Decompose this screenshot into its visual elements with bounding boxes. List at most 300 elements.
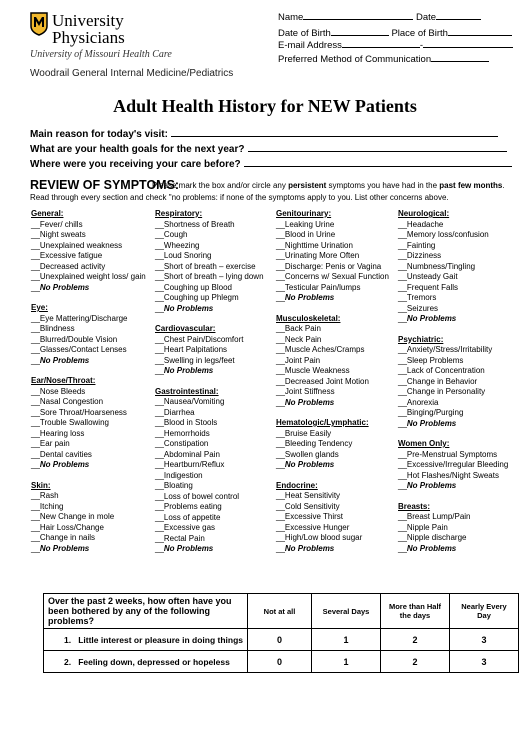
check-blank: __ [398, 230, 407, 239]
symptom-checkbox-item[interactable] [398, 283, 523, 294]
symptom-checkbox-item[interactable] [155, 450, 280, 461]
symptom-checkbox-item[interactable] [31, 512, 156, 523]
check-blank: __ [276, 397, 285, 407]
ros-instr-b: persistent [288, 181, 327, 190]
symptom-checkbox-item[interactable] [155, 397, 280, 408]
no-problems-checkbox[interactable] [398, 544, 523, 555]
ros-column-3 [276, 209, 401, 564]
symptom-checkbox-item[interactable] [31, 439, 156, 450]
check-blank: __ [398, 470, 407, 480]
symptom-label: Excessive fatigue [39, 251, 103, 260]
no-problems-checkbox[interactable] [31, 544, 156, 555]
symptom-label: Muscle Weakness [284, 366, 350, 375]
check-blank: __ [155, 460, 164, 469]
check-blank: __ [276, 355, 285, 365]
check-blank: __ [31, 230, 40, 239]
symptom-checkbox-item[interactable] [31, 230, 156, 241]
symptom-section [31, 376, 156, 471]
ros-heading: REVIEW OF SYMPTOMS: [30, 178, 180, 192]
no-problems-label: No Problems [39, 460, 90, 469]
no-problems-checkbox[interactable] [31, 460, 156, 471]
symptom-checkbox-item[interactable] [398, 262, 523, 273]
symptom-label: Bleeding Tendency [284, 439, 353, 448]
symptom-label: Blindness [39, 324, 75, 333]
symptom-checkbox-item[interactable] [398, 241, 523, 252]
communication-field[interactable] [278, 52, 489, 66]
check-blank: __ [276, 501, 285, 511]
symptom-checkbox-item[interactable] [155, 492, 280, 503]
section-title: Gastrointestinal: [155, 386, 219, 396]
brand-subtitle: University of Missouri Health Care [30, 49, 172, 60]
symptom-checkbox-item[interactable] [276, 502, 401, 513]
symptom-label: Glasses/Contact Lenses [39, 345, 127, 354]
symptom-checkbox-item[interactable] [276, 324, 401, 335]
symptom-checkbox-item[interactable] [155, 534, 280, 545]
no-problems-label: No Problems [406, 481, 457, 490]
check-blank: __ [31, 439, 40, 448]
check-blank: __ [276, 428, 285, 438]
symptom-section [398, 502, 523, 555]
symptom-checkbox-item[interactable] [276, 283, 401, 294]
score-option[interactable]: 1 [312, 651, 381, 673]
check-blank: __ [31, 219, 40, 229]
symptom-checkbox-item[interactable] [398, 398, 523, 409]
check-blank: __ [155, 282, 164, 292]
symptom-label: Cold Sensitivity [284, 501, 340, 511]
symptom-label: Dizziness [406, 251, 442, 260]
check-blank: __ [155, 251, 164, 260]
symptom-checkbox-item[interactable] [155, 460, 280, 471]
department-name: Woodrail General Internal Medicine/Pediatrics [30, 68, 234, 79]
symptom-checkbox-item[interactable] [398, 366, 523, 377]
symptom-label: Sore Throat/Hoarseness [39, 407, 127, 417]
symptom-label: Heat Sensitivity [284, 491, 341, 500]
check-blank: __ [398, 543, 407, 553]
check-blank: __ [155, 523, 164, 532]
symptom-label: Night sweats [39, 230, 86, 239]
symptom-checkbox-item[interactable] [276, 429, 401, 440]
no-problems-checkbox[interactable] [276, 398, 401, 409]
check-blank: __ [155, 303, 164, 313]
question-previous-care[interactable] [30, 156, 512, 170]
check-blank: __ [31, 522, 40, 532]
check-blank: __ [398, 251, 407, 260]
check-blank: __ [31, 533, 40, 542]
symptom-checkbox-item[interactable] [31, 502, 156, 513]
symptom-checkbox-item[interactable] [31, 429, 156, 440]
symptom-checkbox-item[interactable] [31, 387, 156, 398]
check-blank: __ [155, 272, 164, 281]
check-blank: __ [398, 240, 407, 250]
symptom-checkbox-item[interactable] [276, 366, 401, 377]
check-blank: __ [276, 219, 285, 229]
symptom-section [398, 439, 523, 492]
symptom-checkbox-item[interactable] [276, 439, 401, 450]
symptom-section [31, 303, 156, 366]
check-blank: __ [31, 543, 40, 553]
symptom-label: Binging/Purging [406, 408, 464, 417]
screening-question: Over the past 2 weeks, how often have you been bothered by any of the following problems? [44, 594, 248, 629]
check-blank: __ [276, 522, 285, 532]
symptom-checkbox-item[interactable] [398, 450, 523, 461]
check-blank: __ [276, 261, 285, 271]
brand-name-line1: University [52, 11, 124, 30]
symptom-section [155, 209, 280, 314]
symptom-label: Excessive Hunger [284, 522, 350, 532]
no-problems-label: No Problems [284, 543, 335, 553]
check-blank: __ [398, 449, 407, 459]
symptom-label: Unsteady Gait [406, 272, 458, 281]
row-label: Little interest or pleasure in doing things [78, 634, 244, 645]
check-blank: __ [31, 324, 40, 333]
symptom-checkbox-item[interactable] [155, 471, 280, 482]
symptom-checkbox-item[interactable] [155, 335, 280, 346]
score-option[interactable]: 3 [450, 629, 519, 651]
symptom-checkbox-item[interactable] [398, 377, 523, 388]
check-blank: __ [276, 449, 285, 459]
symptom-checkbox-item[interactable] [276, 251, 401, 262]
symptom-checkbox-item[interactable] [398, 293, 523, 304]
symptom-label: Nasal Congestion [39, 397, 104, 406]
check-blank: __ [398, 376, 407, 386]
symptom-label: Urinating More Often [284, 251, 360, 260]
symptom-checkbox-item[interactable] [276, 241, 401, 252]
symptom-section [276, 209, 401, 304]
row-question [44, 629, 248, 651]
symptom-checkbox-item[interactable] [398, 471, 523, 482]
check-blank: __ [31, 491, 40, 500]
email-label: E-mail Address [278, 40, 342, 51]
no-problems-label: No Problems [406, 543, 457, 553]
check-blank: __ [31, 355, 40, 365]
symptom-label: Shortness of Breath [163, 219, 235, 229]
symptom-checkbox-item[interactable] [31, 491, 156, 502]
symptom-label: Unexplained weight loss/ gain [39, 272, 146, 281]
section-title: General: [31, 209, 64, 218]
no-problems-label: No Problems [284, 460, 335, 469]
symptom-checkbox-item[interactable] [155, 429, 280, 440]
symptom-checkbox-item[interactable] [155, 418, 280, 429]
check-blank: __ [276, 282, 285, 292]
symptom-label: Hot Flashes/Night Sweats [406, 470, 499, 480]
no-problems-label: No Problems [163, 544, 214, 553]
symptom-checkbox-item[interactable] [155, 345, 280, 356]
symptom-label: Nipple Pain [406, 522, 448, 532]
symptom-label: Chest Pain/Discomfort [163, 334, 244, 344]
symptom-label: Decreased Joint Motion [284, 376, 369, 386]
check-blank: __ [155, 355, 164, 365]
no-problems-label: No Problems [284, 293, 335, 302]
row-label: Feeling down, depressed or hopeless [78, 656, 230, 667]
header-several-days: Several Days [312, 594, 381, 629]
no-problems-label: No Problems [163, 303, 214, 313]
check-blank: __ [276, 251, 285, 260]
symptom-checkbox-item[interactable] [398, 533, 523, 544]
symptom-label: Nose Bleeds [39, 386, 86, 396]
symptom-label: Change in nails [39, 533, 96, 542]
question-goals[interactable] [30, 141, 507, 155]
symptom-checkbox-item[interactable] [31, 345, 156, 356]
symptom-checkbox-item[interactable] [398, 512, 523, 523]
check-blank: __ [276, 324, 285, 333]
symptom-label: Bloating [163, 481, 193, 490]
symptom-label: Frequent Falls [406, 282, 459, 292]
ros-column-2 [155, 209, 280, 565]
check-blank: __ [155, 261, 164, 271]
check-blank: __ [31, 449, 40, 459]
score-option[interactable]: 0 [248, 651, 312, 673]
check-blank: __ [276, 334, 285, 344]
symptom-label: Bruise Easily [284, 428, 332, 438]
symptom-label: Ear pain [39, 439, 70, 448]
check-blank: __ [31, 240, 40, 250]
question-reason[interactable] [30, 126, 498, 140]
symptom-checkbox-item[interactable] [31, 397, 156, 408]
symptom-label: Pre-Menstrual Symptoms [406, 449, 498, 459]
symptom-checkbox-item[interactable] [155, 262, 280, 273]
symptom-checkbox-item[interactable] [155, 220, 280, 231]
email-separator: - [419, 40, 424, 51]
symptom-label: Fever/ chills [39, 219, 83, 229]
symptom-label: Nipple discharge [406, 533, 467, 542]
symptom-label: Heartburn/Reflux [163, 460, 225, 469]
symptom-checkbox-item[interactable] [398, 220, 523, 231]
symptom-section [276, 418, 401, 471]
symptom-label: Leaking Urine [284, 219, 335, 229]
score-option[interactable]: 2 [381, 651, 450, 673]
ros-instr-c: symptoms you have had in the [326, 181, 440, 190]
symptom-checkbox-item[interactable] [155, 230, 280, 241]
symptom-label: Nausea/Vomiting [163, 397, 225, 406]
symptom-checkbox-item[interactable] [31, 241, 156, 252]
symptom-label: Trouble Swallowing [39, 418, 109, 427]
check-blank: __ [31, 512, 40, 521]
symptom-label: Swollen glands [284, 449, 339, 459]
symptom-checkbox-item[interactable] [31, 523, 156, 534]
check-blank: __ [276, 293, 285, 302]
check-blank: __ [398, 303, 407, 313]
symptom-checkbox-item[interactable] [155, 293, 280, 304]
check-blank: __ [276, 366, 285, 375]
check-blank: __ [276, 533, 285, 542]
symptom-checkbox-item[interactable] [31, 450, 156, 461]
symptom-checkbox-item[interactable] [31, 272, 156, 283]
symptom-checkbox-item[interactable] [276, 345, 401, 356]
symptom-label: Blood in Urine [284, 230, 336, 239]
symptom-checkbox-item[interactable] [31, 324, 156, 335]
check-blank: __ [398, 522, 407, 532]
symptom-checkbox-item[interactable] [155, 356, 280, 367]
symptom-checkbox-item[interactable] [276, 523, 401, 534]
symptom-label: Hearing loss [39, 428, 85, 438]
no-problems-checkbox[interactable] [155, 304, 280, 315]
symptom-label: Swelling in legs/feet [163, 355, 235, 365]
symptom-checkbox-item[interactable] [398, 230, 523, 241]
symptom-checkbox-item[interactable] [276, 356, 401, 367]
symptom-label: Coughing up Phlegm [163, 293, 239, 302]
symptom-label: Blood in Stools [163, 418, 218, 427]
symptom-label: Problems eating [163, 502, 222, 511]
score-option[interactable]: 2 [381, 629, 450, 651]
score-option[interactable]: 0 [248, 629, 312, 651]
symptom-section [398, 209, 523, 325]
symptom-checkbox-item[interactable] [155, 272, 280, 283]
symptom-label: Rash [39, 491, 59, 500]
check-blank: __ [398, 460, 407, 469]
symptom-checkbox-item[interactable] [398, 523, 523, 534]
check-blank: __ [31, 418, 40, 427]
no-problems-checkbox[interactable] [276, 544, 401, 555]
row-number: 1. [64, 634, 72, 645]
symptom-checkbox-item[interactable] [31, 314, 156, 325]
symptom-checkbox-item[interactable] [276, 230, 401, 241]
check-blank: __ [398, 293, 407, 302]
no-problems-checkbox[interactable] [398, 419, 523, 430]
check-blank: __ [398, 366, 407, 375]
dob-label: Date of Birth [278, 28, 331, 39]
check-blank: __ [155, 240, 164, 250]
symptom-label: Decreased activity [39, 261, 106, 271]
communication-label: Preferred Method of Communication [278, 54, 432, 65]
symptom-label: Short of breath – lying down [163, 272, 264, 281]
symptom-checkbox-item[interactable] [31, 418, 156, 429]
no-problems-label: No Problems [406, 418, 457, 428]
symptom-label: Indigestion [163, 470, 203, 480]
section-title: Psychiatric: [398, 334, 444, 344]
symptom-checkbox-item[interactable] [276, 262, 401, 273]
symptom-label: Dental cavities [39, 449, 92, 459]
email-field[interactable] [278, 38, 513, 52]
symptom-checkbox-item[interactable] [155, 513, 280, 524]
symptom-checkbox-item[interactable] [31, 251, 156, 262]
symptom-label: Unexplained weakness [39, 240, 123, 250]
check-blank: __ [155, 334, 164, 344]
symptom-checkbox-item[interactable] [398, 356, 523, 367]
symptom-checkbox-item[interactable] [31, 335, 156, 346]
symptom-checkbox-item[interactable] [155, 408, 280, 419]
no-problems-label: No Problems [39, 543, 90, 553]
symptom-checkbox-item[interactable] [31, 408, 156, 419]
symptom-checkbox-item[interactable] [276, 387, 401, 398]
check-blank: __ [155, 449, 164, 459]
symptom-section [31, 209, 156, 293]
check-blank: __ [276, 345, 285, 354]
depression-screening-table [43, 593, 519, 673]
symptom-checkbox-item[interactable] [276, 450, 401, 461]
check-blank: __ [31, 501, 40, 511]
symptom-checkbox-item[interactable] [398, 387, 523, 398]
no-problems-checkbox[interactable] [276, 293, 401, 304]
symptom-checkbox-item[interactable] [155, 283, 280, 294]
symptom-checkbox-item[interactable] [276, 533, 401, 544]
check-blank: __ [155, 219, 164, 229]
symptom-checkbox-item[interactable] [155, 481, 280, 492]
symptom-label: Itching [39, 501, 64, 511]
no-problems-checkbox[interactable] [276, 460, 401, 471]
name-field[interactable] [278, 10, 481, 24]
check-blank: __ [398, 533, 407, 542]
symptom-label: Anorexia [406, 397, 439, 407]
question-reason-label: Main reason for today's visit: [30, 129, 168, 140]
university-shield-logo-icon [30, 12, 48, 36]
score-option[interactable]: 3 [450, 651, 519, 673]
no-problems-checkbox[interactable] [155, 544, 280, 555]
symptom-label: Abdominal Pain [163, 449, 220, 459]
check-blank: __ [398, 418, 407, 428]
symptom-checkbox-item[interactable] [276, 512, 401, 523]
no-problems-checkbox[interactable] [31, 283, 156, 294]
symptom-checkbox-item[interactable] [31, 220, 156, 231]
section-title: Endocrine: [276, 480, 318, 490]
symptom-label: Memory loss/confusion [406, 230, 489, 239]
symptom-label: Concerns w/ Sexual Function [284, 272, 389, 281]
no-problems-checkbox[interactable] [31, 356, 156, 367]
symptom-checkbox-item[interactable] [276, 272, 401, 283]
symptom-checkbox-item[interactable] [276, 491, 401, 502]
symptom-checkbox-item[interactable] [276, 335, 401, 346]
symptom-section [31, 481, 156, 555]
no-problems-checkbox[interactable] [155, 366, 280, 377]
symptom-checkbox-item[interactable] [31, 533, 156, 544]
symptom-label: Seizures [406, 303, 439, 313]
symptom-checkbox-item[interactable] [155, 523, 280, 534]
symptom-label: New Change in mole [39, 512, 115, 521]
check-blank: __ [276, 512, 285, 521]
ros-instr-e: . [502, 181, 505, 190]
symptom-section [276, 314, 401, 409]
symptom-label: Loud Snoring [163, 251, 212, 260]
symptom-checkbox-item[interactable] [155, 241, 280, 252]
no-problems-checkbox[interactable] [398, 481, 523, 492]
symptom-checkbox-item[interactable] [398, 408, 523, 419]
ros-instr-a: Please mark the box and/or circle any [152, 181, 289, 190]
check-blank: __ [276, 387, 285, 396]
symptom-checkbox-item[interactable] [398, 345, 523, 356]
symptom-label: Back Pain [284, 324, 321, 333]
row-question [44, 651, 248, 673]
symptom-checkbox-item[interactable] [398, 272, 523, 283]
section-title: Women Only: [398, 439, 450, 448]
check-blank: __ [155, 481, 164, 490]
symptom-checkbox-item[interactable] [276, 377, 401, 388]
check-blank: __ [155, 428, 164, 438]
symptom-checkbox-item[interactable] [155, 439, 280, 450]
symptom-checkbox-item[interactable] [276, 220, 401, 231]
section-title: Genitourinary: [276, 209, 332, 218]
symptom-label: Change in Behavior [406, 376, 478, 386]
symptom-checkbox-item[interactable] [398, 460, 523, 471]
symptom-label: Sleep Problems [406, 355, 464, 365]
ros-instruction-line1 [152, 181, 505, 190]
symptom-checkbox-item[interactable] [31, 262, 156, 273]
score-option[interactable]: 1 [312, 629, 381, 651]
no-problems-checkbox[interactable] [398, 314, 523, 325]
symptom-checkbox-item[interactable] [398, 251, 523, 262]
symptom-checkbox-item[interactable] [155, 251, 280, 262]
symptom-checkbox-item[interactable] [398, 304, 523, 315]
symptom-checkbox-item[interactable] [155, 502, 280, 513]
check-blank: __ [31, 397, 40, 406]
section-title: Eye: [31, 303, 48, 312]
symptom-label: Breast Lump/Pain [406, 512, 471, 521]
form-title: Adult Health History for NEW Patients [113, 96, 417, 116]
no-problems-label: No Problems [39, 282, 90, 292]
question-goals-label: What are your health goals for the next year? [30, 144, 245, 155]
symptom-label: Nighttime Urination [284, 240, 353, 250]
symptom-label: Wheezing [163, 240, 200, 250]
symptom-section [155, 387, 280, 555]
ros-column-4 [398, 209, 523, 564]
